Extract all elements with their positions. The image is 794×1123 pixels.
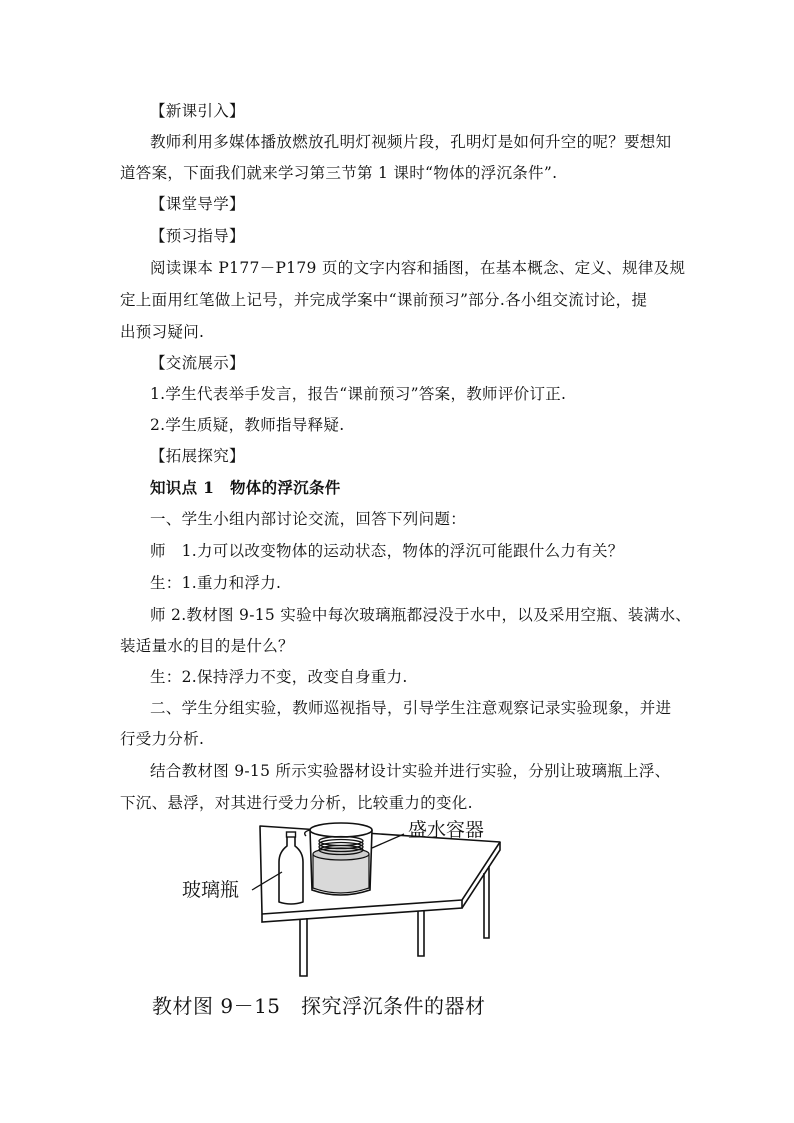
table-leg	[418, 910, 424, 956]
section-heading-preview: 【预习指导】	[150, 227, 245, 245]
knowledge-point-heading: 知识点 1 物体的浮沉条件	[150, 478, 341, 497]
dialogue-teacher: 师 2.教材图 9-15 实验中每次玻璃瓶都浸没于水中，以及采用空瓶、装满水、	[150, 606, 692, 624]
paragraph-line: 定上面用红笔做上记号，并完成学案中“课前预习”部分.各小组交流讨论，提	[120, 291, 648, 309]
section-heading-explore: 【拓展探究】	[150, 447, 245, 465]
paragraph-line: 道答案，下面我们就来学习第三节第 1 课时“物体的浮沉条件”.	[120, 164, 558, 182]
paragraph-line: 教师利用多媒体播放燃放孔明灯视频片段，孔明灯是如何升空的呢？要想知	[150, 133, 672, 151]
container-label: 盛水容器	[408, 819, 485, 841]
table-leg	[300, 918, 307, 976]
dialogue-student: 生：1.重力和浮力.	[150, 574, 282, 592]
list-item: 2.学生质疑，教师指导释疑.	[150, 416, 345, 434]
paragraph-line: 二、学生分组实验，教师巡视指导，引导学生注意观察记录实验现象，并进	[150, 699, 672, 717]
apparatus-figure	[150, 818, 510, 986]
paragraph-line: 阅读课本 P177－P179 页的文字内容和插图，在基本概念、定义、规律及规	[150, 259, 686, 277]
dialogue-student: 生：2.保持浮力不变，改变自身重力.	[150, 668, 408, 686]
paragraph-line: 结合教材图 9-15 所示实验器材设计实验并进行实验，分别让玻璃瓶上浮、	[150, 762, 671, 780]
figure-caption: 教材图 9－15 探究浮沉条件的器材	[152, 994, 486, 1018]
paragraph-line: 出预习疑问.	[120, 323, 205, 341]
paragraph-line: 下沉、悬浮，对其进行受力分析，比较重力的变化.	[120, 794, 473, 812]
paragraph-line: 装适量水的目的是什么？	[120, 637, 294, 655]
list-item: 1.学生代表举手发言，报告“课前预习”答案，教师评价订正.	[150, 385, 567, 403]
section-heading-new-lesson: 【新课引入】	[150, 102, 245, 120]
paragraph-line: 一、学生小组内部讨论交流，回答下列问题：	[150, 510, 467, 528]
table-leg	[484, 866, 489, 938]
section-heading-exchange: 【交流展示】	[150, 354, 245, 372]
dialogue-teacher: 师 1.力可以改变物体的运动状态，物体的浮沉可能跟什么力有关？	[150, 542, 624, 560]
paragraph-line: 行受力分析.	[120, 730, 205, 748]
bottle-label: 玻璃瓶	[182, 879, 240, 901]
section-heading-class-guide: 【课堂导学】	[150, 195, 245, 213]
water-container	[305, 823, 372, 895]
